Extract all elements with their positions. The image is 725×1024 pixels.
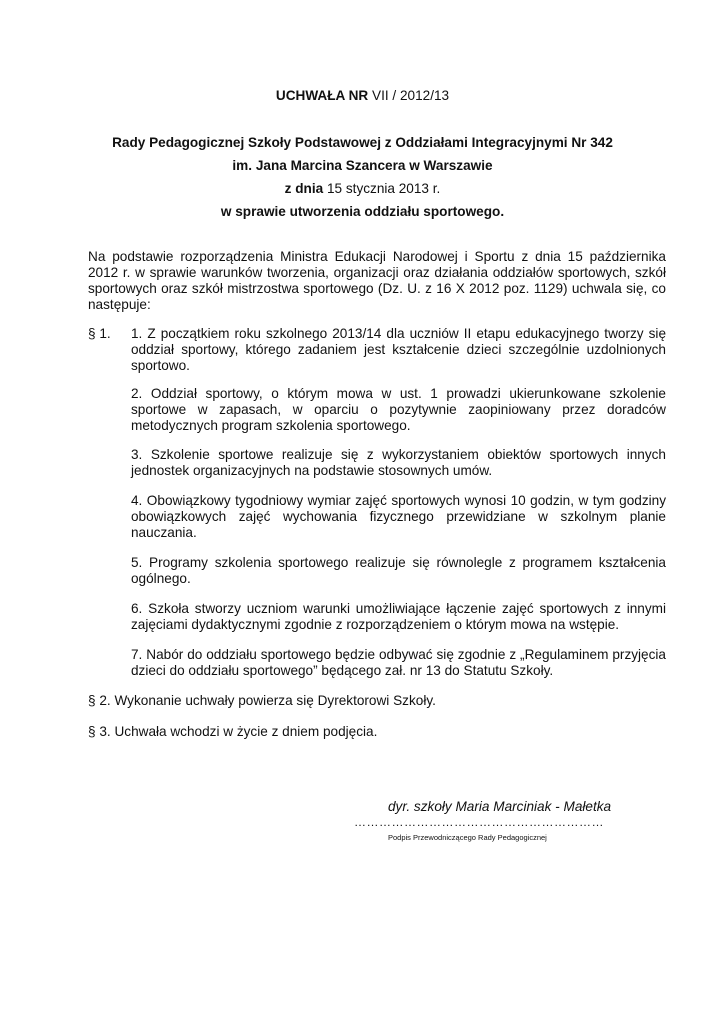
- council-name: Rady Pedagogicznej Szkoły Podstawowej z Oddziałami Integracyjnymi Nr 342: [112, 135, 613, 150]
- preamble: Na podstawie rozporządzenia Ministra Edukacji Narodowej i Sportu z dnia 15 października 2012 r. w sprawie warunków tworzenia, organizacji oraz działania oddziałów sportowych, szkół sportowych oraz szkół mistrzostwa sportowego (Dz. U. z 16 X 2012 poz. 1129) uchwala się, co następuje:: [88, 249, 666, 312]
- resolution-number: VII / 2012/13: [372, 88, 450, 103]
- resolution-title-label: UCHWAŁA NR: [275, 88, 369, 103]
- section-1-item-4: 4. Obowiązkowy tygodniowy wymiar zajęć sportowych wynosi 10 godzin, w tym godziny obowiązkowych zajęć wychowania fizycznego przewidziane w szkolnym planie nauczania.: [131, 493, 666, 540]
- signatory-name: dyr. szkoły Maria Marciniak - Małetka: [388, 799, 612, 814]
- section-2: § 2. Wykonanie uchwały powierza się Dyrektorowi Szkoły.: [88, 693, 436, 708]
- resolution-title: [60, 87, 665, 104]
- section-3: § 3. Uchwała wchodzi w życie z dniem podjęcia.: [88, 724, 378, 739]
- section-1-item-7: 7. Nabór do oddziału sportowego będzie odbywać się zgodnie z „Regulaminem przyjęcia dzieci do oddziału sportowego” będącego zał. nr 13 do Statutu Szkoły.: [131, 647, 666, 678]
- section-1-item-1: 1. Z początkiem roku szkolnego 2013/14 dla uczniów II etapu edukacyjnego tworzy się oddział sportowy, którego zadaniem jest kształcenie dzieci szczególnie uzdolnionych sportowo.: [131, 326, 666, 373]
- section-1-label: § 1.: [88, 326, 111, 341]
- school-patron: im. Jana Marcina Szancera w Warszawie: [232, 158, 493, 173]
- section-1-item-5: 5. Programy szkolenia sportowego realizuje się równolegle z programem kształcenia ogólnego.: [131, 555, 666, 586]
- date-label: z dnia: [284, 181, 324, 196]
- signature-caption: Podpis Przewodniczącego Rady Pedagogicznej: [388, 833, 547, 842]
- resolution-date: [60, 180, 665, 197]
- date-value: 15 stycznia 2013 r.: [326, 181, 441, 196]
- section-1-item-3: 3. Szkolenie sportowe realizuje się z wykorzystaniem obiektów sportowych innych jednostek organizacyjnych na podstawie stosownych umów.: [131, 447, 666, 478]
- signature-line: ……………………………………………………: [354, 815, 604, 829]
- section-1-item-6: 6. Szkoła stworzy uczniom warunki umożliwiające łączenie zajęć sportowych z innymi zajęciami dydaktycznymi zgodnie z rozporządzeniem o którym mowa na wstępie.: [131, 601, 666, 632]
- resolution-subject: w sprawie utworzenia oddziału sportowego.: [220, 204, 505, 219]
- section-1-item-2: 2. Oddział sportowy, o którym mowa w ust. 1 prowadzi ukierunkowane szkolenie sportowe w zapasach, w oparciu o pozytywnie zaopiniowany przez doradców metodycznych program szkolenia sportowego.: [131, 386, 666, 433]
